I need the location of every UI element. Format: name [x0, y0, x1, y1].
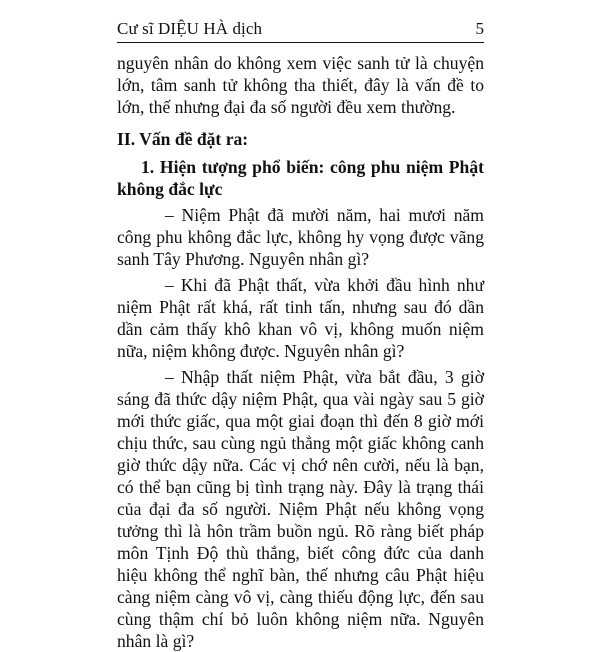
running-title: Cư sĩ DIỆU HÀ dịch [117, 19, 263, 38]
running-header [117, 16, 484, 43]
paragraph-3: – Nhập thất niệm Phật, vừa bắt đầu, 3 giờ sáng đã thức dậy niệm Phật, qua vài ngày sau 5 giờ mới thức giấc, qua một giai đoạn thì đến 8 giờ mới chịu thức, sau cùng ngủ thẳng một giấc không canh giờ thức dậy nữa. Các vị chớ nên cười, nếu là bạn, có thể bạn cũng bị tình trạng này. Đây là trạng thái của đại đa số người. Niệm Phật nếu không vọng tưởng thì là hôn trầm buồn ngủ. Rõ ràng biết pháp môn Tịnh Độ thù thắng, biết công đức của danh hiệu không thể nghĩ bàn, thế nhưng câu Phật hiệu càng niệm càng vô vị, càng thiếu động lực, đến sau cùng thậm chí bỏ luôn không niệm nữa. Nguyên nhân là gì? [117, 367, 484, 651]
paragraph-continued: nguyên nhân do không xem việc sanh tử là chuyện lớn, tâm sanh tử không tha thiết, đây là vấn đề to lớn, thế nhưng đại đa số người đều xem thường. [117, 53, 484, 117]
paragraph-2: – Khi đã Phật thất, vừa khởi đầu hình như niệm Phật rất khá, rất tinh tấn, nhưng sau đó dần dần cảm thấy khô khan vô vị, không muốn niệm nữa, niệm không được. Nguyên nhân gì? [117, 275, 484, 361]
paragraph-1: – Niệm Phật đã mười năm, hai mươi năm công phu không đắc lực, không hy vọng được vãng sanh Tây Phương. Nguyên nhân gì? [117, 205, 484, 269]
sub-heading: 1. Hiện tượng phổ biến: công phu niệm Phật không đắc lực [117, 157, 484, 199]
section-heading: II. Vấn đề đặt ra: [117, 129, 249, 149]
body-text [117, 52, 484, 652]
page-number: 5 [475, 19, 484, 38]
